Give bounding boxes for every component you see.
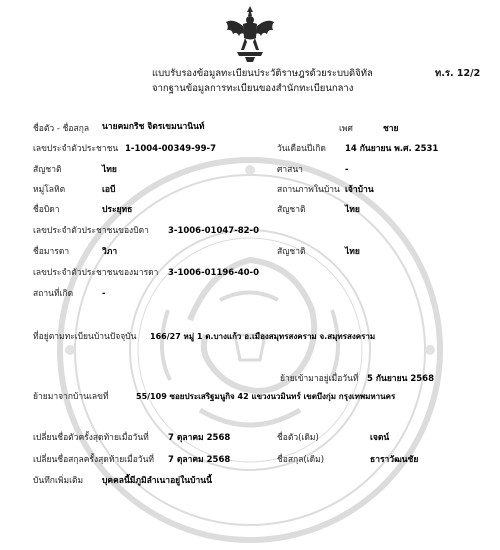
address-value: 166/27 หมู่ 1 ต.บางแก้ว อ.เมืองสมุทรสงคราม จ.สมุทรสงคราม [150, 332, 376, 341]
household-status-label: สถานภาพในบ้าน [277, 185, 340, 195]
moved-from-label: ย้ายมาจากบ้านเลขที่ [33, 392, 109, 402]
last-name-change-value: 7 ตุลาคม 2568 [168, 455, 231, 465]
father-id-label: เลขประจำตัวประชาชนของบิดา [33, 226, 149, 236]
dob-value: 14 กันยายน พ.ศ. 2531 [345, 144, 439, 154]
name-label: ชื่อตัว - ชื่อสกุล [33, 124, 90, 134]
mother-nationality-value: ไทย [345, 247, 360, 257]
nationality-label: สัญชาติ [33, 165, 62, 175]
religion-label: ศาสนา [277, 165, 303, 175]
address-label: ที่อยู่ตามทะเบียนบ้านปัจจุบัน [33, 332, 137, 342]
move-in-date-label: ย้ายเข้ามาอยู่เมื่อวันที่ [280, 374, 359, 384]
old-first-name-value: เจตน์ [370, 433, 390, 443]
last-name-change-label: เปลี่ยนชื่อสกุลครั้งสุดท้ายเมื่อวันที่ [33, 455, 154, 465]
notes-value: บุคคลนี้มีภูมิลำเนาอยู่ในบ้านนี้ [102, 476, 212, 486]
father-id-value: 3-1006-01047-82-0 [168, 226, 259, 236]
move-in-date-value: 5 กันยายน 2568 [367, 374, 434, 384]
mother-name-value: วิภา [102, 247, 118, 257]
first-name-change-label: เปลี่ยนชื่อตัวครั้งสุดท้ายเมื่อวันที่ [33, 433, 149, 443]
garuda-emblem-icon [223, 4, 277, 64]
first-name-change-value: 7 ตุลาคม 2568 [168, 433, 231, 443]
mother-id-label: เลขประจำตัวประชาชนของมารดา [33, 268, 159, 278]
old-first-name-label: ชื่อตัว(เดิม) [277, 433, 319, 443]
old-last-name-label: ชื่อสกุล(เดิม) [277, 455, 325, 465]
name-value: นายคมกริช จิตรเขมนานินท์ [102, 122, 205, 132]
sex-value: ชาย [383, 124, 399, 134]
father-nationality-label: สัญชาติ [277, 205, 306, 215]
notes-label: บันทึกเพิ่มเติม [33, 476, 84, 486]
father-nationality-value: ไทย [345, 205, 360, 215]
nationality-value: ไทย [102, 165, 117, 175]
mother-id-value: 3-1006-01196-40-0 [168, 268, 259, 278]
id-label: เลขประจำตัวประชาชน [33, 144, 119, 154]
dob-label: วันเดือนปีเกิด [277, 144, 326, 154]
blood-type-label: หมู่โลหิต [33, 185, 66, 195]
old-last-name-value: ธาราวัฒนชัย [370, 455, 419, 465]
form-number: ท.ร. 12/2 [435, 68, 481, 79]
mother-name-label: ชื่อมารดา [33, 247, 70, 257]
father-name-label: ชื่อบิดา [33, 205, 60, 215]
household-status-value: เจ้าบ้าน [345, 185, 374, 195]
father-name-value: ประยุทธ [102, 205, 133, 215]
moved-from-value: 55/109 ซอยประเสริฐมนูกิจ 42 แขวงนวมินทร์ เขตบึงกุ่ม กรุงเทพมหานคร [136, 392, 396, 401]
mother-nationality-label: สัญชาติ [277, 247, 306, 257]
id-value: 1-1004-00349-99-7 [125, 144, 216, 154]
birthplace-value: - [102, 289, 106, 299]
religion-value: - [345, 165, 349, 175]
document-subtitle: จากฐานข้อมูลการทะเบียนของสำนักทะเบียนกลาง [152, 83, 354, 94]
birthplace-label: สถานที่เกิด [33, 289, 74, 299]
sex-label: เพศ [339, 124, 353, 134]
document-title: แบบรับรองข้อมูลทะเบียนประวัติราษฎรด้วยระบบดิจิทัล [152, 68, 373, 79]
blood-type-value: เอบี [102, 185, 116, 195]
